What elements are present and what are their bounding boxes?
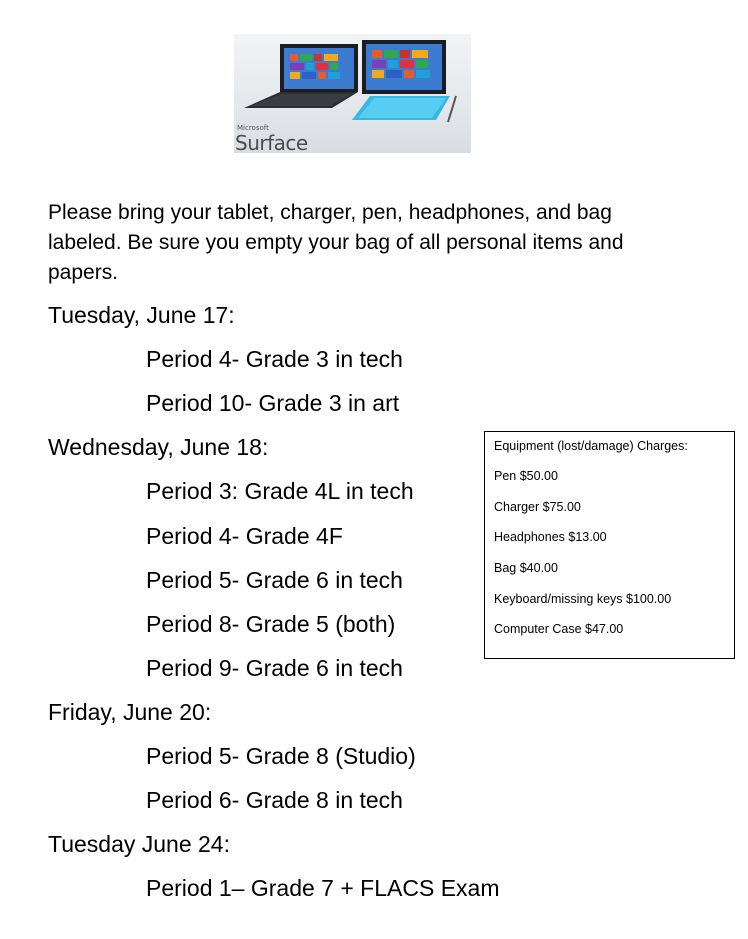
intro-paragraph: Please bring your tablet, charger, pen, headphones, and bag labeled. Be sure you empty your bag of all personal items and papers. <box>48 201 624 284</box>
schedule-period: Period 5- Grade 6 in tech <box>146 567 403 593</box>
schedule-period: Period 9- Grade 6 in tech <box>146 655 403 681</box>
charge-item: Bag $40.00 <box>494 561 558 575</box>
schedule-period: Period 4- Grade 4F <box>146 523 343 549</box>
schedule-day: Tuesday, June 17: <box>48 302 235 328</box>
schedule-period: Period 5- Grade 8 (Studio) <box>146 743 416 769</box>
schedule-period: Period 4- Grade 3 in tech <box>146 346 403 372</box>
charge-item: Charger $75.00 <box>494 500 581 514</box>
charges-box <box>484 431 735 659</box>
charge-item: Computer Case $47.00 <box>494 622 624 636</box>
charge-item: Headphones $13.00 <box>494 530 607 544</box>
schedule-period: Period 3: Grade 4L in tech <box>146 478 414 504</box>
surface-product-image <box>234 34 471 153</box>
charge-item: Keyboard/missing keys $100.00 <box>494 592 672 606</box>
right-tablet <box>352 40 456 122</box>
left-tablet <box>244 44 358 108</box>
schedule-period: Period 1– Grade 7 + FLACS Exam <box>146 875 500 901</box>
schedule-day: Wednesday, June 18: <box>48 434 269 460</box>
charge-item: Pen $50.00 <box>494 469 558 483</box>
schedule-period: Period 8- Grade 5 (both) <box>146 611 396 637</box>
brand-surface: Surface <box>235 131 308 153</box>
schedule-day: Tuesday June 24: <box>48 831 230 857</box>
charges-title: Equipment (lost/damage) Charges: <box>494 439 688 453</box>
schedule-period: Period 10- Grade 3 in art <box>146 390 400 416</box>
schedule-day: Friday, June 20: <box>48 699 212 725</box>
brand-microsoft: Microsoft <box>237 124 269 132</box>
schedule-period: Period 6- Grade 8 in tech <box>146 787 403 813</box>
